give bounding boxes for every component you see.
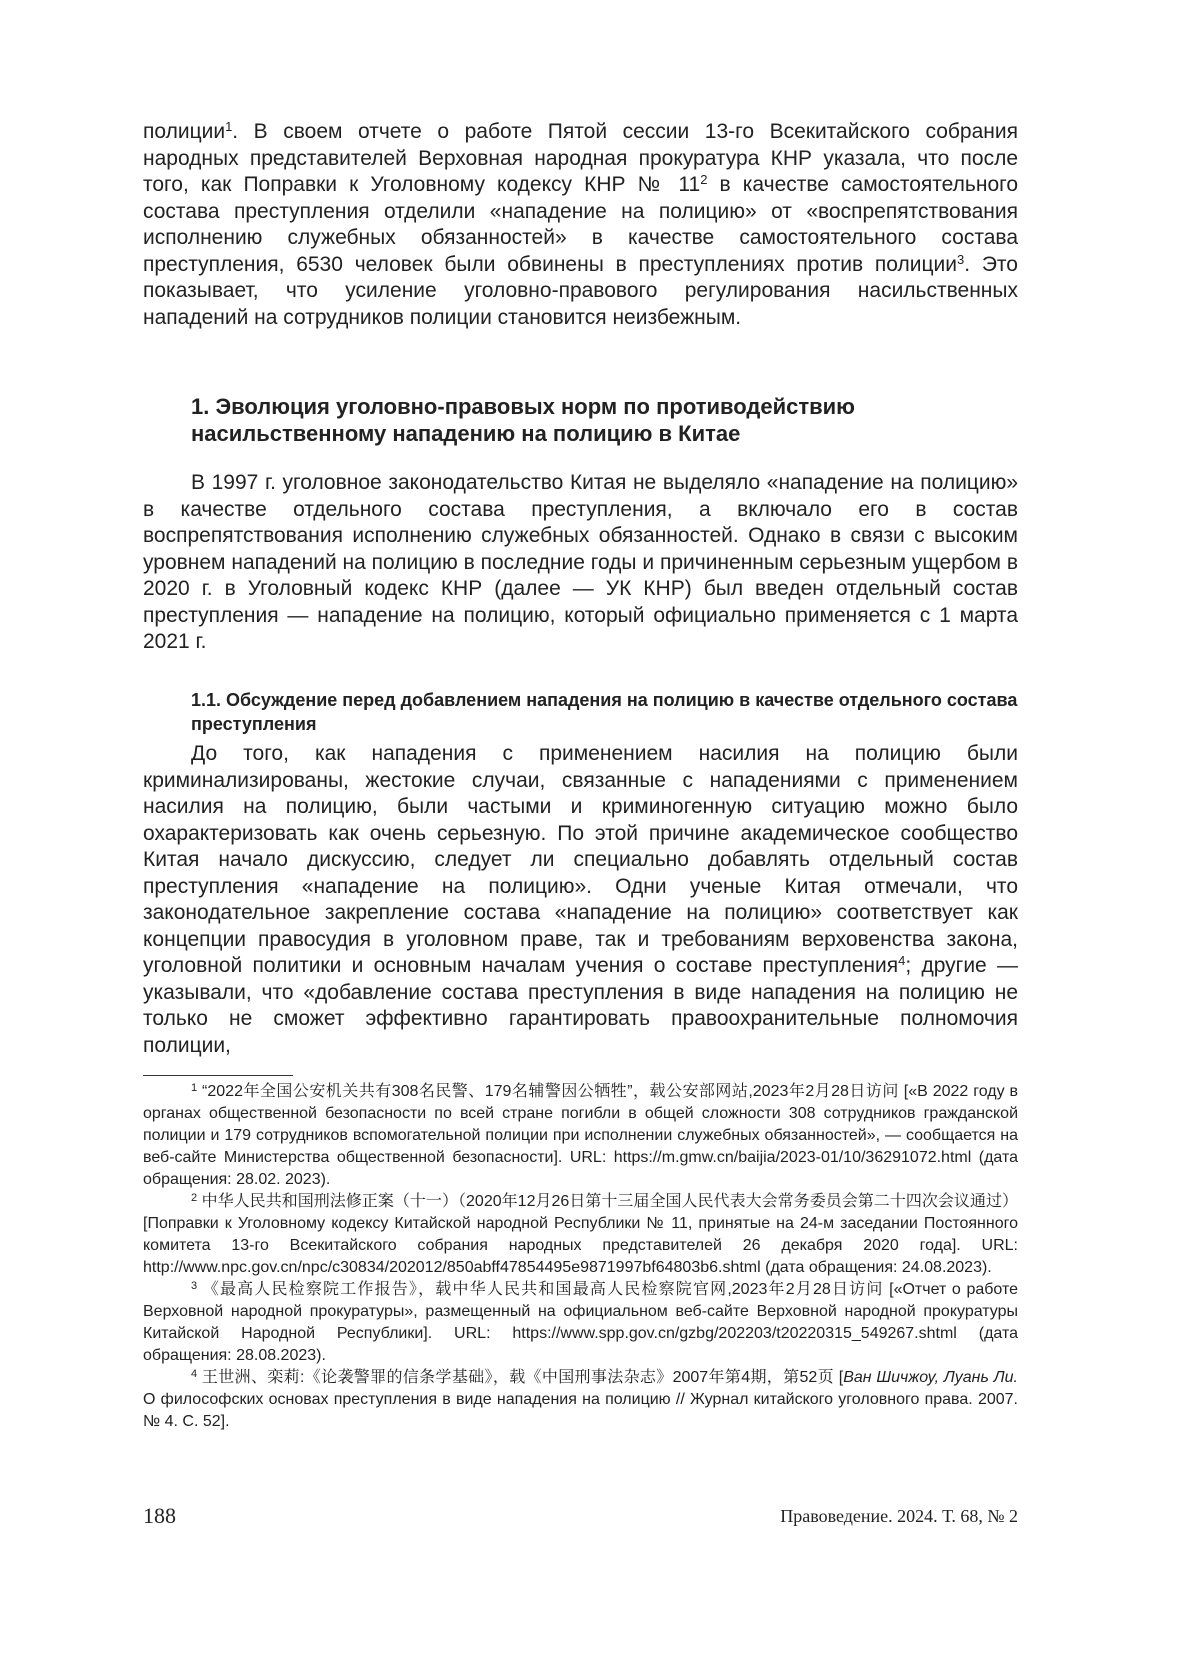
footnote-2 bbox=[143, 1191, 1018, 1279]
section-1-1-text-1: До того, как нападения с применением насилия на полицию были криминализированы, жестокие случаи, связанные с нападениями с применением насилия на полицию, были частыми и криминогенную ситуацию можно было охарактеризовать как очень серьезную. По этой причине академическое сообщество Китая начало дискуссию, следует ли специально добавлять отдельный состав преступления «нападение на полицию». Одни ученые Китая отмечали, что законодательное закрепление состава «нападение на полицию» соответствует как концепции правосудия в уголовном праве, так и требованиям верховенства закона, уголовной политики и основным началам учения о составе преступления bbox=[143, 742, 1018, 977]
footnote-1 bbox=[143, 1081, 1018, 1191]
section-1-1-heading: 1.1. Обсуждение перед добавлением нападения на полицию в качестве отдельного состава преступления bbox=[191, 690, 1018, 734]
footnote-mark: 4 bbox=[191, 1368, 198, 1380]
footnote-divider bbox=[143, 1075, 293, 1076]
footnote-ref-3[interactable]: 3 bbox=[956, 251, 965, 267]
running-title: Правоведение. 2024. Т. 68, № 2 bbox=[780, 1506, 1018, 1526]
footnote-authors: Ван Шичжоу, Луань Ли. bbox=[843, 1369, 1018, 1386]
footnote-ref-1[interactable]: 1 bbox=[225, 119, 233, 134]
footnote-text: О философских основах преступления в виде нападения на полицию // Журнал китайского уголовного права. 2007. № 4. С. 52]. bbox=[143, 1391, 1018, 1430]
section-1-paragraph: В 1997 г. уголовное законодательство Китая не выделяло «нападение на полицию» в качестве отдельного состава преступления, а включало его в состав воспрепятствования исполнению служебных обязанностей. Однако в связи с высоким уровнем нападений на полицию в последние годы и причиненным серьезным ущербом в 2020 г. в Уголовный кодекс КНР (далее — УК КНР) был введен отдельный состав преступления — нападение на полицию, который официально применяется с 1 марта 2021 г. bbox=[143, 471, 1018, 653]
section-1-1-paragraph bbox=[143, 741, 1018, 1059]
footnote-3 bbox=[143, 1279, 1018, 1367]
footnotes bbox=[143, 1081, 1018, 1433]
footnote-mark: 3 bbox=[191, 1280, 198, 1292]
footnote-ref-4[interactable]: 4 bbox=[898, 953, 906, 968]
footnote-text: “2022年全国公安机关共有308名民警、179名辅警因公牺牲”，载公安部网站,2023年2月28日访问 [«В 2022 году в органах общественной безопасности по всей стране погибли в общей сложности 308 сотрудников гражданской полиции и 179 сотрудников вспомогательной полиции при исполнении служебных обязанностей», — сообщается на веб-сайте Министерства общественной безопасности]. URL: https://m.gmw.cn/baijia/2023-01/10/36291072.html (дата обращения: 28.02. 2023). bbox=[143, 1083, 1018, 1188]
footnote-text: 中华人民共和国刑法修正案（十一）（2020年12月26日第十三届全国人民代表大会常务委员会第二十四次会议通过）[Поправки к Уголовному кодексу Китайской народной Республики № 11, принятые на 24-м заседании Постоянного комитета 13-го Всекитайского собрания народных представителей 26 декабря 2020 года]. URL: http://www.npc.gov.cn/npc/c30834/202012/850abff47854495e9871997bf64803b6.shtml (дата обращения: 24.08.2023). bbox=[143, 1193, 1018, 1276]
footnote-text: 王世洲、栾莉:《论袭警罪的信条学基础》，载《中国刑事法杂志》2007年第4期，第52页 [ bbox=[201, 1369, 844, 1386]
section-1-1-text-2: ; другие — указывали, что «добавление состава преступления в виде нападения на полицию не только не сможет эффективно гарантировать правоохранительные полномочия полиции, bbox=[143, 954, 1019, 1057]
footnote-mark: 1 bbox=[191, 1082, 198, 1094]
page-number: 188 bbox=[143, 1503, 176, 1528]
intro-text-2: . В своем отчете о работе Пятой сессии 13-го Всекитайского собрания народных представителей Верховная народная прокуратура КНР указала, что после того, как Поправки к Уголовному кодексу КНР № 11 bbox=[143, 120, 1018, 196]
intro-paragraph bbox=[143, 119, 1018, 331]
intro-text-4: . Это показывает, что усиление уголовно-правового регулирования насильственных нападений на сотрудников полиции становится неизбежным. bbox=[143, 252, 1018, 329]
footnote-4 bbox=[143, 1367, 1018, 1433]
footnote-ref-2[interactable]: 2 bbox=[700, 172, 708, 187]
intro-text-3: в качестве самостоятельного состава преступления отделили «нападение на полицию» от «воспрепятствования исполнению служебных обязанностей» в качестве самостоятельного состава преступления, 6530 человек были обвинены в преступлениях против полиции bbox=[143, 173, 1019, 276]
footnote-mark: 2 bbox=[191, 1192, 198, 1204]
section-1-heading: 1. Эволюция уголовно-правовых норм по противодействию насильственному нападению на полицию в Китае bbox=[191, 394, 855, 446]
footnote-text: 《最高人民检察院工作报告》，载中华人民共和国最高人民检察院官网,2023年2月28日访问 [«Отчет о работе Верховной народной прокуратуры», размещенный на официальном веб-сайте Верховной народной прокуратуры Китайской Народной Республики]. URL: https://www.spp.gov.cn/gzbg/202203/t20220315_549267.shtml (дата обращения: 28.08.2023). bbox=[143, 1281, 1018, 1364]
intro-text-1: полиции bbox=[143, 120, 226, 143]
